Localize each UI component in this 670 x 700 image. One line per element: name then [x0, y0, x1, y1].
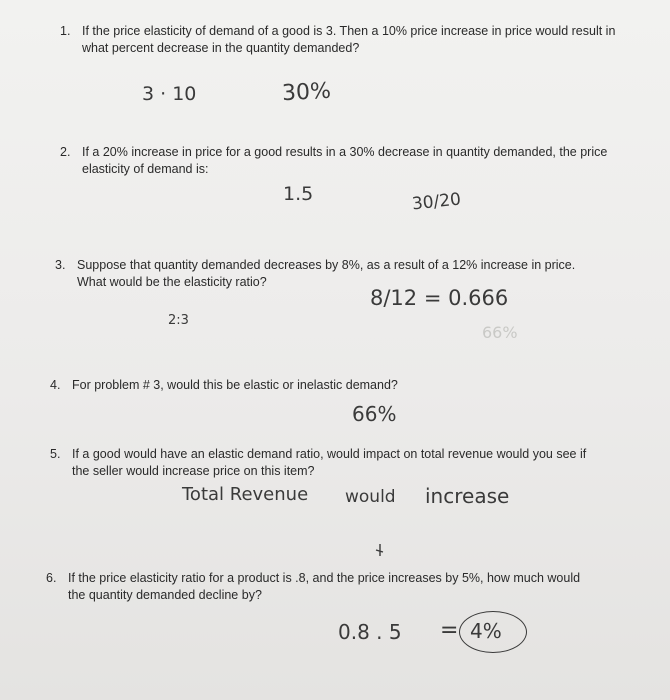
q5-answer-increase: increase	[425, 484, 510, 508]
q6-equals: =	[440, 618, 459, 643]
question-text-line2: What would be the elasticity ratio?	[77, 275, 267, 289]
question-5	[50, 446, 586, 480]
question-4	[50, 377, 398, 394]
question-6	[46, 570, 580, 604]
question-number: 6.	[46, 571, 57, 585]
question-number: 3.	[55, 258, 66, 272]
question-text-line1: If the price elasticity ratio for a product is .8, and the price increases by 5%, how much would	[68, 571, 581, 585]
question-text-line2: what percent decrease in the quantity demanded?	[82, 41, 360, 55]
question-1	[60, 23, 615, 57]
question-number: 4.	[50, 378, 61, 392]
question-text-line1: Suppose that quantity demanded decreases by 8%, as a result of a 12% increase in price.	[77, 258, 576, 272]
question-text-line2: elasticity of demand is:	[82, 162, 209, 176]
q2-work: 30/20	[411, 189, 462, 215]
question-text-line1: If a good would have an elastic demand ratio, would impact on total revenue would you see if	[72, 447, 587, 461]
q3-work: 8/12 = 0.666	[370, 286, 509, 310]
q1-work: 3 · 10	[142, 83, 197, 105]
question-number: 1.	[60, 24, 71, 38]
question-text-line1: For problem # 3, would this be elastic or inelastic demand?	[72, 378, 398, 392]
question-number: 2.	[60, 145, 71, 159]
q5-answer-total-revenue: Total Revenue	[182, 484, 309, 505]
q4-answer: 66%	[352, 402, 397, 426]
question-text-line1: If the price elasticity of demand of a good is 3. Then a 10% price increase in price would result in	[82, 24, 616, 38]
q5-answer-would: would	[345, 487, 396, 507]
question-text-line2: the quantity demanded decline by?	[68, 588, 262, 602]
question-2	[60, 144, 607, 178]
question-text-line2: the seller would increase price on this item?	[72, 464, 315, 478]
question-text-line1: If a 20% increase in price for a good results in a 30% decrease in quantity demanded, the price	[82, 145, 608, 159]
q1-answer: 30%	[281, 78, 332, 107]
q6-answer: 4%	[470, 619, 502, 643]
q6-work: 0.8 . 5	[338, 620, 402, 644]
q3-ratio: 2:3	[168, 313, 189, 328]
q3-percent: 66%	[482, 323, 518, 342]
pen-mark	[374, 543, 386, 559]
q2-answer: 1.5	[283, 183, 314, 205]
question-number: 5.	[50, 447, 61, 461]
